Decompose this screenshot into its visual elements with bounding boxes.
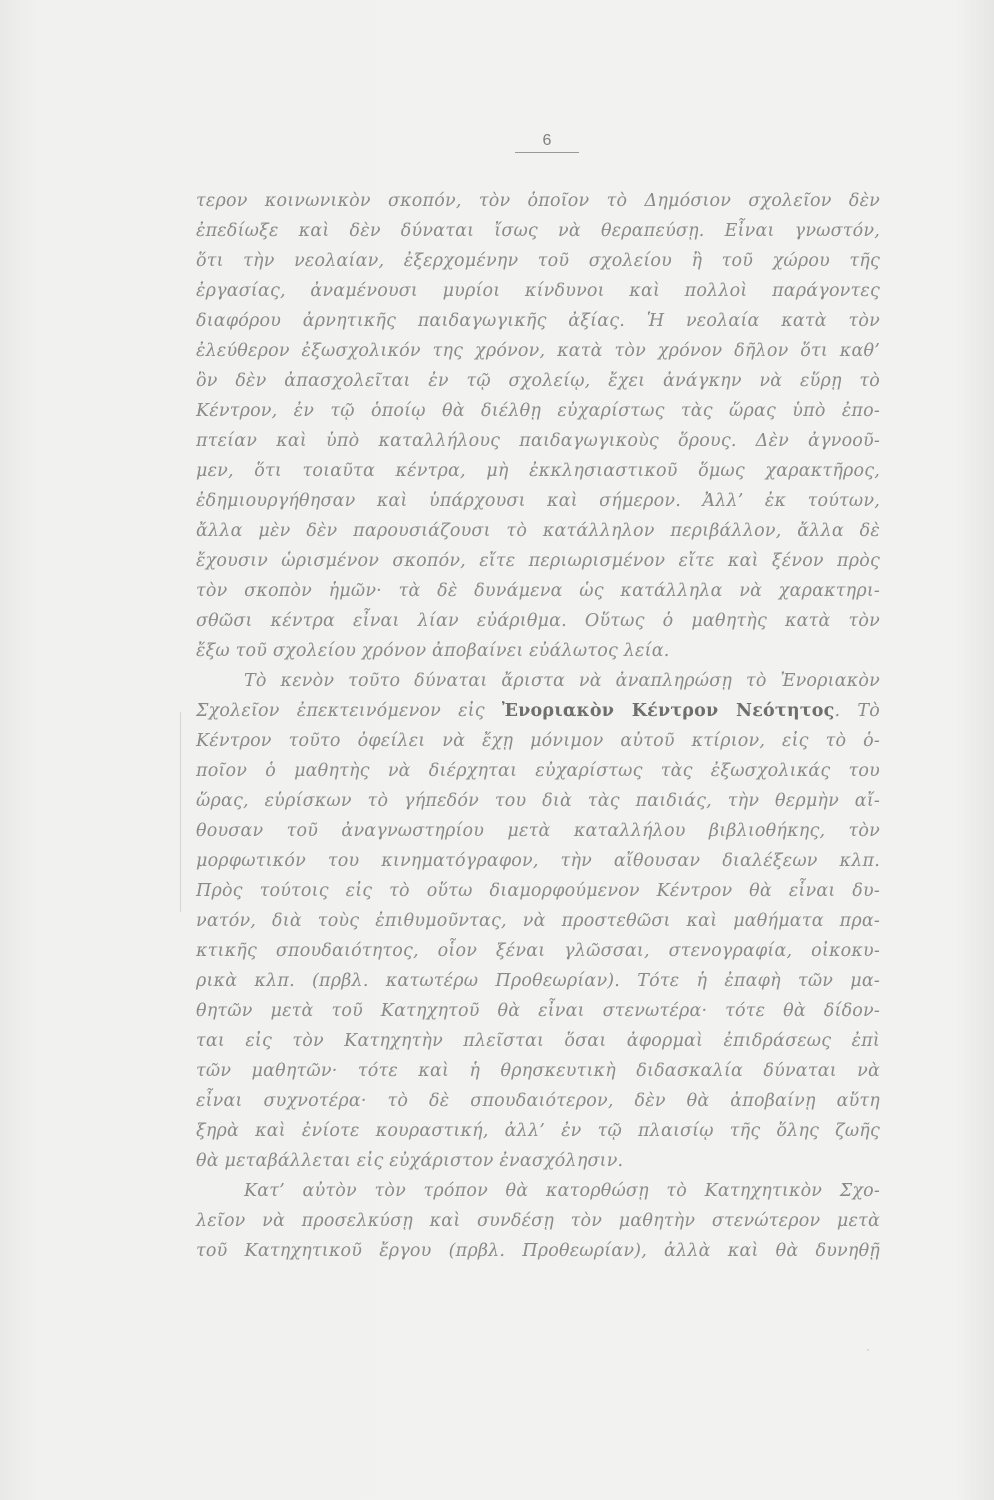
text-line: διαφόρου ἀρνητικῆς παιδαγωγικῆς ἀξίας. Ἡ νεολαία κατὰ τὸν (196, 311, 880, 331)
text-line: ρικὰ κλπ. (πρβλ. κατωτέρω Προθεωρίαν). Τότε ἡ ἐπαφὴ τῶν μα- (196, 971, 880, 991)
text-line: ἐδημιουργήθησαν καὶ ὑπάρχουσι καὶ σήμερον. Ἀλλ’ ἐκ τούτων, (196, 491, 880, 511)
text-line: Κέντρον τοῦτο ὀφείλει νὰ ἔχῃ μόνιμον αὐτοῦ κτίριον, εἰς τὸ ὁ- (196, 731, 880, 751)
paragraph-end-line: θὰ μεταβάλλεται εἰς εὐχάριστον ἐνασχόλησιν. (196, 1151, 624, 1171)
page-number: 6 (515, 132, 579, 153)
text-segment: . Τὸ (834, 701, 881, 721)
text-line: Κέντρον, ἐν τῷ ὁποίῳ θὰ διέλθῃ εὐχαρίστως τὰς ὥρας ὑπὸ ἐπο- (196, 401, 880, 421)
text-line: λεῖον νὰ προσελκύσῃ καὶ συνδέσῃ τὸν μαθητὴν στενώτερον μετὰ (196, 1211, 880, 1231)
paragraph-end-line: ἔξω τοῦ σχολείου χρόνον ἀποβαίνει εὐάλωτος λεία. (196, 641, 670, 661)
text-line: ξηρὰ καὶ ἐνίοτε κουραστική, ἀλλ’ ἐν τῷ πλαισίῳ τῆς ὅλης ζωῆς (196, 1121, 880, 1141)
text-line: ἔχουσιν ὡρισμένον σκοπόν, εἴτε περιωρισμένον εἴτε καὶ ξένον πρὸς (196, 551, 880, 571)
paragraph-start-line: Κατ’ αὐτὸν τὸν τρόπον θὰ κατορθώσῃ τὸ Κατηχητικὸν Σχο- (244, 1181, 880, 1201)
text-line: νατόν, διὰ τοὺς ἐπιθυμοῦντας, νὰ προστεθῶσι καὶ μαθήματα πρα- (196, 911, 880, 931)
margin-mark (180, 712, 181, 912)
text-line: μεν, ὅτι τοιαῦτα κέντρα, μὴ ἐκκλησιαστικοῦ ὅμως χαρακτῆρος, (196, 461, 880, 481)
text-line: σθῶσι κέντρα εἶναι λίαν εὐάριθμα. Οὕτως ὁ μαθητὴς κατὰ τὸν (196, 611, 880, 631)
text-line: ται εἰς τὸν Κατηχητὴν πλεῖσται ὅσαι ἀφορμαὶ ἐπιδράσεως ἐπὶ (196, 1031, 880, 1051)
corner-mark: · (866, 1342, 870, 1356)
text-line: ὃν δὲν ἀπασχολεῖται ἐν τῷ σχολείῳ, ἔχει ἀνάγκην νὰ εὕρῃ τὸ (196, 371, 880, 391)
text-line: ἐλεύθερον ἐξωσχολικόν της χρόνον, κατὰ τὸν χρόνον δῆλον ὅτι καθ’ (196, 341, 880, 361)
text-line: τὸν σκοπὸν ἡμῶν· τὰ δὲ δυνάμενα ὡς κατάλληλα νὰ χαρακτηρι- (196, 581, 880, 601)
text-line: θουσαν τοῦ ἀναγνωστηρίου μετὰ καταλλήλου βιβλιοθήκης, τὸν (196, 821, 880, 841)
bold-term: Ἐνοριακὸν Κέντρον Νεότητος (501, 701, 835, 721)
body-text (196, 186, 880, 1266)
text-line: ἐπεδίωξε καὶ δὲν δύναται ἴσως νὰ θεραπεύσῃ. Εἶναι γνωστόν, (196, 221, 880, 241)
paragraph-start-line: Τὸ κενὸν τοῦτο δύναται ἄριστα νὰ ἀναπληρώσῃ τὸ Ἐνοριακὸν (244, 671, 880, 691)
text-line: τοῦ Κατηχητικοῦ ἔργου (πρβλ. Προθεωρίαν), ἀλλὰ καὶ θὰ δυνηθῇ (196, 1241, 880, 1261)
text-line: θητῶν μετὰ τοῦ Κατηχητοῦ θὰ εἶναι στενωτέρα· τότε θὰ δίδον- (196, 1001, 880, 1021)
text-line: ποῖον ὁ μαθητὴς νὰ διέρχηται εὐχαρίστως τὰς ἐξωσχολικάς του (196, 761, 880, 781)
text-line: ἄλλα μὲν δὲν παρουσιάζουσι τὸ κατάλληλον περιβάλλον, ἄλλα δὲ (196, 521, 880, 541)
text-line: ὥρας, εὑρίσκων τὸ γήπεδόν του διὰ τὰς παιδιάς, τὴν θερμὴν αἴ- (196, 791, 880, 811)
text-line: τῶν μαθητῶν· τότε καὶ ἡ θρησκευτικὴ διδασκαλία δύναται νὰ (196, 1061, 880, 1081)
text-line: εἶναι συχνοτέρα· τὸ δὲ σπουδαιότερον, δὲν θὰ ἀποβαίνῃ αὕτη (196, 1091, 880, 1111)
text-line-with-bold (196, 696, 880, 726)
text-line: τερον κοινωνικὸν σκοπόν, τὸν ὁποῖον τὸ Δημόσιον σχολεῖον δὲν (196, 191, 880, 211)
text-segment: Σχολεῖον ἐπεκτεινόμενον εἰς (196, 701, 485, 721)
text-line: Πρὸς τούτοις εἰς τὸ οὕτω διαμορφούμενον Κέντρον θὰ εἶναι δυ- (196, 881, 880, 901)
text-line: πτείαν καὶ ὑπὸ καταλλήλους παιδαγωγικοὺς ὅρους. Δὲν ἀγνοοῦ- (196, 431, 880, 451)
text-line: ἐργασίας, ἀναμένουσι μυρίοι κίνδυνοι καὶ πολλοὶ παράγοντες (196, 281, 880, 301)
text-line: ὅτι τὴν νεολαίαν, ἐξερχομένην τοῦ σχολείου ἢ τοῦ χώρου τῆς (196, 251, 880, 271)
text-line: μορφωτικόν του κινηματόγραφον, τὴν αἴθουσαν διαλέξεων κλπ. (196, 851, 880, 871)
text-line: κτικῆς σπουδαιότητος, οἷον ξέναι γλῶσσαι, στενογραφία, οἰκοκυ- (196, 941, 880, 961)
